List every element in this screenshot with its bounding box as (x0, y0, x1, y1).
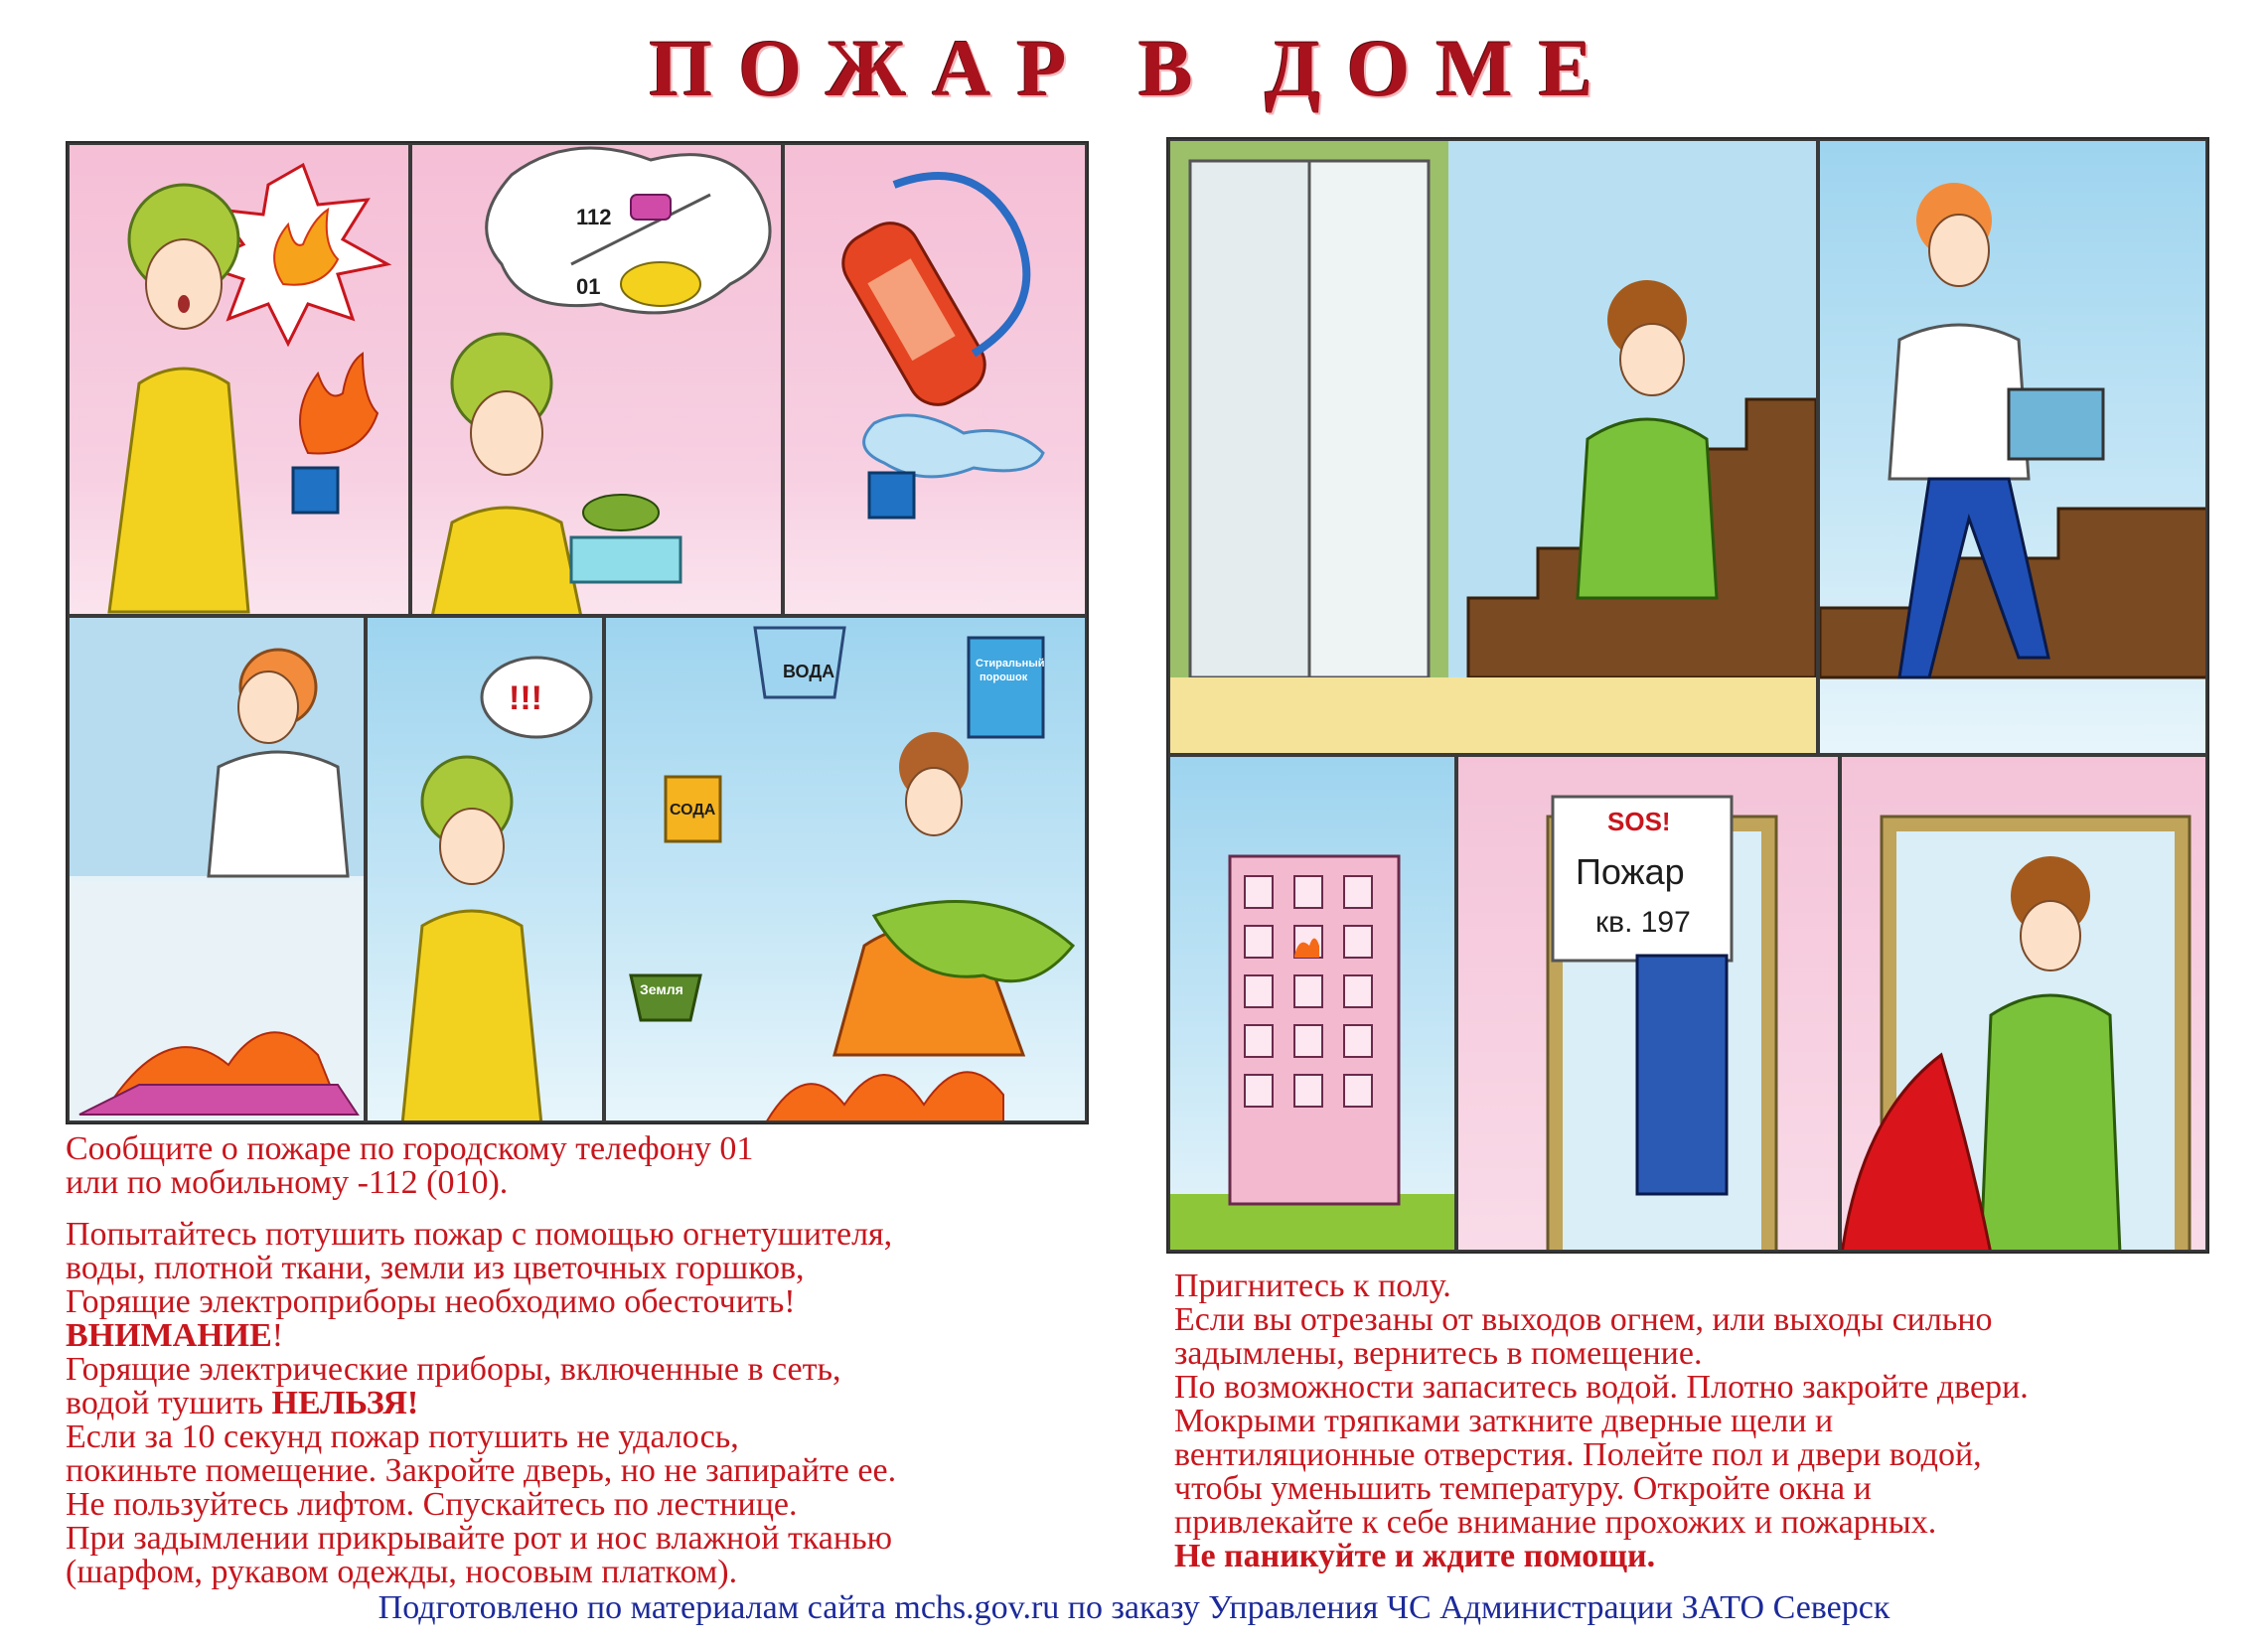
woman-scared-illustration (70, 145, 410, 616)
poster-title: ПОЖАР В ДОМЕ (649, 23, 1619, 113)
poster-footer: Подготовлено по материалам сайта mchs.gov.ru по заказу Управления ЧС Администрации ЗАТО Северск (378, 1589, 1890, 1626)
right-line8: привлекайте к себе внимание прохожих и пожарных. (1174, 1504, 1937, 1541)
left-para1-line1: Сообщите о пожаре по городскому телефону 01 (66, 1130, 754, 1167)
panel-sos-sign (1456, 755, 1840, 1252)
bucket-label: ВОДА (783, 662, 835, 681)
soda-label: СОДА (670, 802, 716, 819)
right-line3: задымлены, вернитесь в помещение. (1174, 1335, 1703, 1372)
bubble-112-label: 112 (576, 205, 612, 229)
waving-woman-illustration (1842, 757, 2207, 1252)
panel-building (1168, 755, 1456, 1252)
attention-line (66, 1319, 1059, 1353)
right-line9: Не паникуйте и ждите помощи. (1174, 1538, 1656, 1574)
panel-waving-cloth (1840, 755, 2207, 1252)
left-10sec-line: Если за 10 секунд пожар потушить не удалось, (66, 1418, 739, 1455)
panel-extinguish-options (604, 616, 1087, 1122)
right-line4: По возможности запаситесь водой. Плотно закройте двери. (1174, 1369, 2029, 1406)
left-para1-line2: или по мобильному -112 (010). (66, 1164, 509, 1201)
left-instructions (66, 1132, 1059, 1589)
powder-box-label-2: порошок (980, 672, 1028, 683)
bubble-01-label: 01 (576, 274, 601, 299)
panel-woman-panic (366, 616, 604, 1122)
left-para2-line1: Попытайтесь потушить пожар с помощью огнетушителя, (66, 1216, 893, 1253)
left-smoke-line: При задымлении прикрывайте рот и нос влажной тканью (66, 1520, 893, 1557)
panel-man-leaving (1818, 139, 2207, 755)
woman-panic-illustration (368, 618, 604, 1122)
panel-extinguisher (783, 143, 1087, 616)
right-line1: Пригнитесь к полу. (1174, 1268, 1451, 1304)
attention-mark: ! (271, 1317, 284, 1354)
left-para2-line3: Горящие электроприборы необходимо обесточить! (66, 1283, 796, 1320)
right-line6: вентиляционные отверстия. Полейте пол и двери водой, (1174, 1436, 1982, 1473)
man-leaving-illustration (1820, 141, 2207, 755)
stairs-woman-illustration (1170, 141, 1818, 755)
right-line5: Мокрыми тряпками заткните дверные щели и (1174, 1403, 1834, 1439)
sos-sign-line2: Пожар (1576, 851, 1685, 892)
extinguisher-illustration (785, 145, 1087, 616)
water-prefix: водой тушить (66, 1385, 272, 1421)
panel-stairs-woman (1168, 139, 1818, 755)
forbidden-word: НЕЛЬЗЯ! (271, 1385, 419, 1421)
smoking-man-illustration (70, 618, 366, 1122)
attention-word: ВНИМАНИЕ (66, 1317, 272, 1354)
left-devices-line: Горящие электрические приборы, включенные в сеть, (66, 1351, 841, 1388)
building-illustration (1170, 757, 1456, 1252)
left-leave-line: покиньте помещение. Закройте дверь, но не запирайте ее. (66, 1452, 897, 1489)
right-line7: чтобы уменьшить температуру. Откройте окна и (1174, 1470, 1872, 1507)
right-line2: Если вы отрезаны от выходов огнем, или выходы сильно (1174, 1301, 1993, 1338)
extinguish-options-illustration (606, 618, 1087, 1122)
sos-sign-line1: SOS! (1607, 807, 1671, 836)
right-instructions (1174, 1269, 2227, 1573)
left-water-line (66, 1387, 1059, 1420)
left-lift-line: Не пользуйтесь лифтом. Спускайтесь по лестнице. (66, 1486, 798, 1523)
left-scarf-line: (шарфом, рукавом одежды, носовым платком). (66, 1554, 738, 1590)
panel-smoking-man (68, 616, 366, 1122)
earth-pot-label: Земля (640, 981, 683, 997)
sos-sign-line3: кв. 197 (1595, 906, 1691, 939)
powder-box-label-1: Стиральный (976, 658, 1045, 670)
panel-calling-phone (410, 143, 783, 616)
panic-speech-text: !!! (509, 679, 542, 717)
left-para2-line2: воды, плотной ткани, земли из цветочных горшков, (66, 1250, 805, 1286)
panel-burning-socket (68, 143, 410, 616)
